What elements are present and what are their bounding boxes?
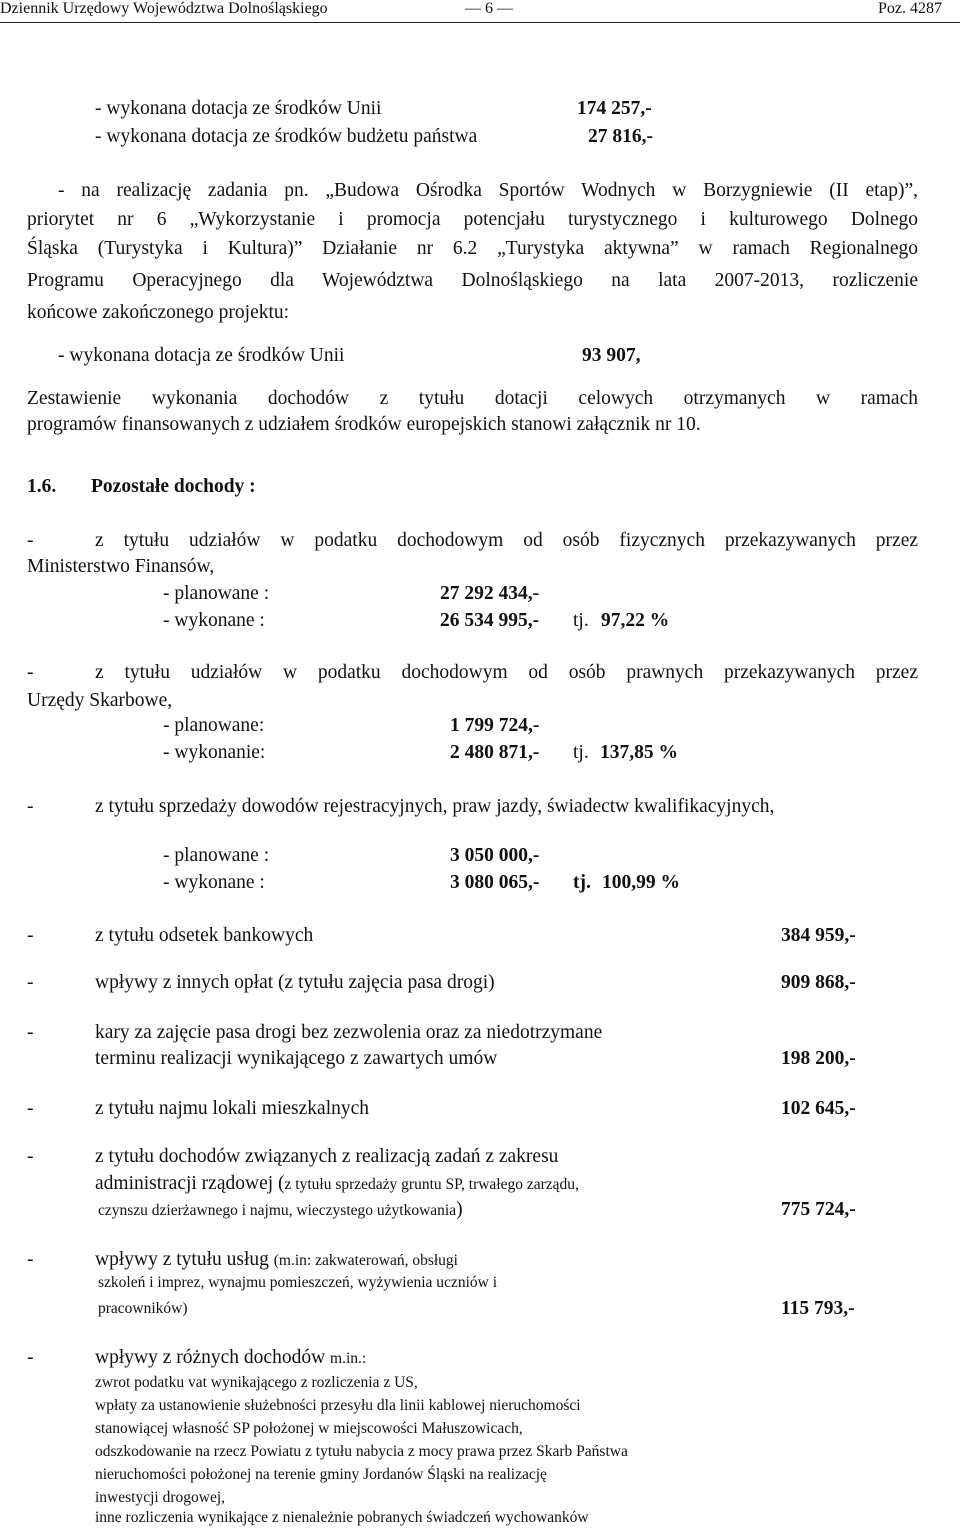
pit-executed-label: - wykonane :: [163, 610, 265, 631]
admin-line-3: [98, 1199, 463, 1221]
interest-label: z tytułu odsetek bankowych: [95, 925, 314, 946]
admin-line-3-close: ): [456, 1199, 463, 1220]
project-line-5: końcowe zakończonego projektu:: [27, 302, 290, 323]
subsidy-eu-value: 174 257,-: [577, 98, 652, 119]
pit-line-2: Ministerstwo Finansów,: [27, 556, 215, 577]
other-detail-3: stanowiącej własność SP położonej w miejscowości Małuszowicach,: [95, 1420, 523, 1437]
other-detail-5: nieruchomości położonej na terenie gminy Jordanów Śląski na realizację: [95, 1466, 547, 1483]
other-line-1-small: m.in.:: [330, 1350, 367, 1367]
fees-label: wpływy z innych opłat (z tytułu zajęcia pasa drogi): [95, 972, 495, 993]
cit-dash: -: [27, 662, 34, 683]
services-line-2: szkoleń i imprez, wynajmu pomieszczeń, wyżywienia uczniów i: [98, 1274, 497, 1291]
cit-line-1: z tytułu udziałów w podatku dochodowym od osób prawnych przekazywanych przez: [95, 662, 918, 683]
services-value: 115 793,-: [781, 1298, 855, 1319]
services-line-1-main: wpływy z tytułu usług: [95, 1249, 269, 1270]
cit-executed-label: - wykonanie:: [163, 742, 266, 763]
cit-executed-pct: 137,85 %: [600, 742, 678, 763]
docs-executed-value: 3 080 065,-: [450, 872, 540, 893]
pit-planned-label: - planowane :: [163, 583, 270, 604]
project-line-1: - na realizację zadania pn. „Budowa Ośrodka Sportów Wodnych w Borzygniewie (II etap)”,: [58, 180, 918, 201]
penalties-dash: -: [27, 1022, 34, 1043]
project-subsidy-value: 93 907,: [582, 345, 641, 366]
pit-line-1: z tytułu udziałów w podatku dochodowym od osób fizycznych przekazywanych przez: [95, 530, 918, 551]
fees-dash: -: [27, 972, 34, 993]
pit-executed-tj: tj.: [573, 610, 589, 631]
section-number: 1.6.: [27, 476, 57, 497]
interest-dash: -: [27, 925, 34, 946]
other-detail-6: inwestycji drogowej,: [95, 1489, 226, 1506]
page-number: — 6 —: [465, 0, 513, 17]
rent-dash: -: [27, 1098, 34, 1119]
other-line-1-main: wpływy z różnych dochodów: [95, 1347, 326, 1368]
admin-line-3-small: czynszu dzierżawnego i najmu, wieczystego użytkowania: [98, 1202, 457, 1219]
docs-dash: -: [27, 796, 34, 817]
project-line-3: Śląska (Turystyka i Kultura)” Działanie nr 6.2 „Turystyka aktywna” w ramach Regionalnego: [27, 238, 918, 259]
admin-dash: -: [27, 1146, 34, 1167]
cit-planned-value: 1 799 724,-: [450, 715, 540, 736]
docs-planned-value: 3 050 000,-: [450, 845, 540, 866]
penalties-value: 198 200,-: [781, 1048, 856, 1069]
admin-line-2-small: z tytułu sprzedaży gruntu SP, trwałego zarządu,: [284, 1176, 579, 1193]
journal-title: Dziennik Urzędowy Województwa Dolnośląskiego: [0, 0, 328, 17]
rent-label: z tytułu najmu lokali mieszkalnych: [95, 1098, 370, 1119]
services-line-1: [95, 1249, 458, 1271]
interest-value: 384 959,-: [781, 925, 856, 946]
other-line-1: [95, 1347, 366, 1369]
docs-executed-tj: tj.: [573, 872, 591, 893]
pit-executed-pct: 97,22 %: [601, 610, 670, 631]
subsidy-state-label: - wykonana dotacja ze środków budżetu państwa: [95, 126, 478, 147]
services-line-3: pracowników): [98, 1300, 188, 1317]
penalties-line-1: kary za zajęcie pasa drogi bez zezwolenia oraz za niedotrzymane: [95, 1022, 603, 1043]
docs-executed-label: - wykonane :: [163, 872, 265, 893]
cit-executed-tj: tj.: [573, 742, 589, 763]
summary-line-2: programów finansowanych z udziałem środków europejskich stanowi załącznik nr 10.: [27, 414, 701, 435]
cit-planned-label: - planowane:: [163, 715, 265, 736]
admin-line-2: [95, 1173, 579, 1195]
fees-value: 909 868,-: [781, 972, 856, 993]
other-detail-7: inne rozliczenia wynikające z nienależnie pobranych świadczeń wychowanków: [95, 1509, 589, 1526]
docs-line-1: z tytułu sprzedaży dowodów rejestracyjnych, praw jazdy, świadectw kwalifikacyjnych,: [95, 796, 775, 817]
pit-executed-value: 26 534 995,-: [440, 610, 540, 631]
services-dash: -: [27, 1249, 34, 1270]
admin-line-1: z tytułu dochodów związanych z realizacją zadań z zakresu: [95, 1146, 559, 1167]
other-dash: -: [27, 1347, 34, 1368]
position-number: Poz. 4287: [878, 0, 942, 17]
other-detail-4: odszkodowanie na rzecz Powiatu z tytułu nabycia z mocy prawa przez Skarb Państwa: [95, 1443, 628, 1460]
subsidy-eu-label: - wykonana dotacja ze środków Unii: [95, 98, 382, 119]
pit-planned-value: 27 292 434,-: [440, 583, 540, 604]
cit-executed-value: 2 480 871,-: [450, 742, 540, 763]
project-line-4: Programu Operacyjnego dla Województwa Dolnośląskiego na lata 2007-2013, rozliczenie: [27, 270, 918, 291]
docs-planned-label: - planowane :: [163, 845, 270, 866]
rent-value: 102 645,-: [781, 1098, 856, 1119]
other-detail-2: wpłaty za ustanowienie służebności przesyłu dla linii kablowej nieruchomości: [95, 1397, 581, 1414]
summary-line-1: Zestawienie wykonania dochodów z tytułu dotacji celowych otrzymanych w ramach: [27, 388, 918, 409]
admin-value: 775 724,-: [781, 1199, 856, 1220]
services-line-1-small: (m.in: zakwaterowań, obsługi: [273, 1252, 458, 1269]
penalties-line-2: terminu realizacji wynikającego z zawartych umów: [95, 1048, 498, 1069]
subsidy-state-value: 27 816,-: [588, 126, 653, 147]
project-line-2: priorytet nr 6 „Wykorzystanie i promocja potencjału turystycznego i kulturowego Dolnego: [27, 209, 918, 230]
other-detail-1: zwrot podatku vat wynikającego z rozliczenia z US,: [95, 1374, 418, 1391]
section-title: Pozostałe dochody :: [91, 476, 256, 497]
admin-line-2-main: administracji rządowej (: [95, 1173, 285, 1194]
project-subsidy-label: - wykonana dotacja ze środków Unii: [58, 345, 345, 366]
header-rule: [0, 22, 960, 23]
cit-line-2: Urzędy Skarbowe,: [27, 690, 173, 711]
docs-executed-pct: 100,99 %: [602, 872, 680, 893]
pit-dash: -: [27, 530, 34, 551]
